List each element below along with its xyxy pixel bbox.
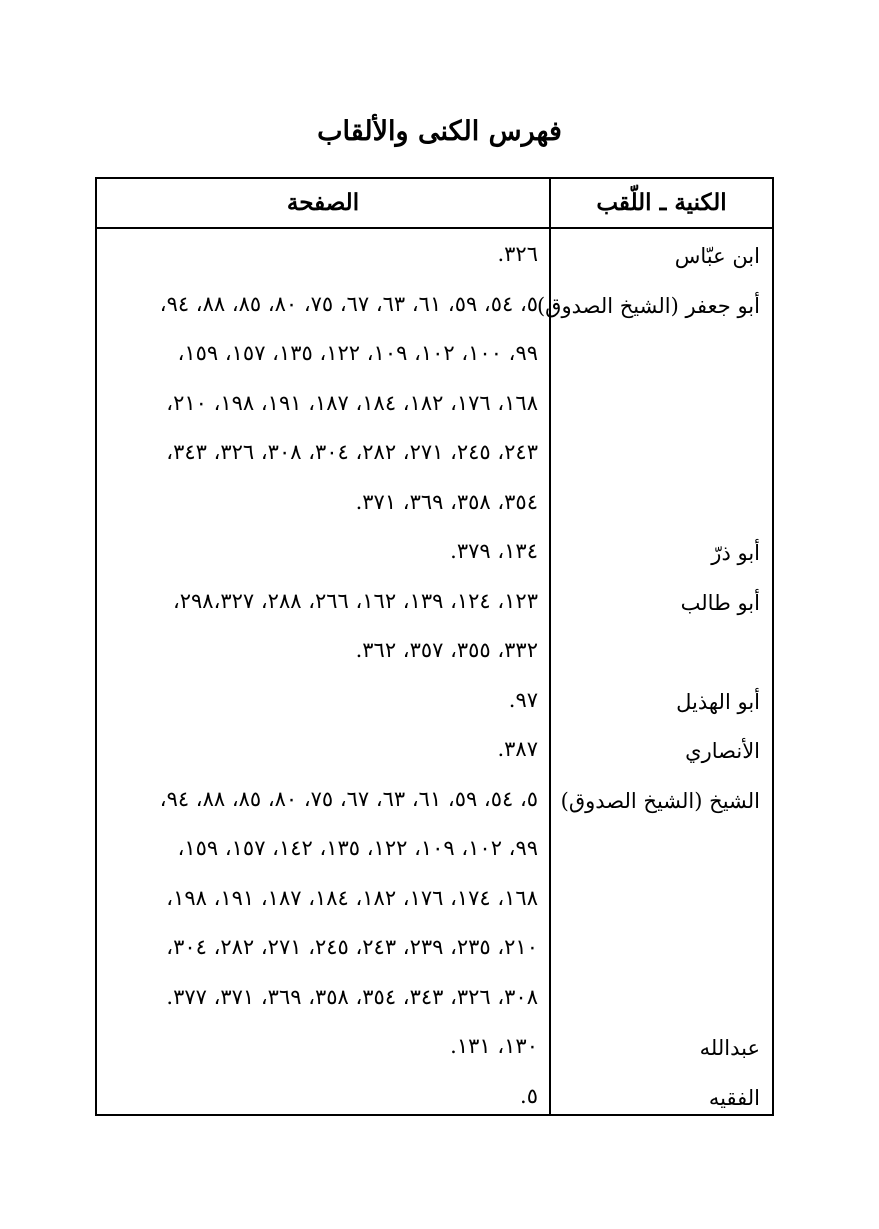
pages-cell: ٣٥٤، ٣٥٨، ٣٦٩، ٣٧١.	[355, 489, 538, 514]
table-row	[97, 1022, 772, 1072]
table-row	[97, 626, 772, 676]
table-row	[97, 230, 772, 280]
pages-cell: ٥، ٥٤، ٥٩، ٦١، ٦٣، ٦٧، ٧٥، ٨٠، ٨٥، ٨٨، ٩٤،	[159, 291, 538, 316]
pages-cell: ١٢٣، ١٢٤، ١٣٩، ١٦٢، ٢٦٦، ٢٨٨، ٢٩٨،٣٢٧،	[172, 588, 538, 613]
pages-cell: ٢٤٣، ٢٤٥، ٢٧١، ٢٨٢، ٣٠٤، ٣٠٨، ٣٢٦، ٣٤٣،	[166, 440, 538, 464]
header-title-column: الكنية ـ اللّقب	[596, 189, 727, 216]
table-row	[97, 1072, 772, 1122]
table-row	[97, 973, 772, 1023]
table-row	[97, 428, 772, 478]
pages-cell: ٩٧.	[508, 687, 538, 712]
table-header-row	[97, 179, 772, 229]
title-cell: الشيخ (الشيخ الصدوق)	[560, 788, 760, 813]
table-row	[97, 824, 772, 874]
table-row	[97, 478, 772, 528]
pages-cell: ٥، ٥٤، ٥٩، ٦١، ٦٣، ٦٧، ٧٥، ٨٠، ٨٥، ٨٨، ٩٤،	[159, 786, 538, 811]
pages-cell: ٩٩، ١٠٠، ١٠٢، ١٠٩، ١٢٢، ١٣٥، ١٥٧، ١٥٩،	[177, 341, 538, 365]
pages-cell: ١٣٠، ١٣١.	[450, 1034, 538, 1058]
table-row	[97, 775, 772, 825]
table-row	[97, 527, 772, 577]
title-cell: الفقيه	[708, 1085, 760, 1110]
pages-cell: ٢١٠، ٢٣٥، ٢٣٩، ٢٤٣، ٢٤٥، ٢٧١، ٢٨٢، ٣٠٤،	[166, 935, 538, 959]
table-row	[97, 923, 772, 973]
title-cell: أبو ذرّ	[711, 541, 760, 565]
page-title: فهرس الكنى والألقاب	[317, 116, 562, 147]
pages-cell: ٣٠٨، ٣٢٦، ٣٤٣، ٣٥٤، ٣٥٨، ٣٦٩، ٣٧١، ٣٧٧.	[166, 984, 538, 1009]
table-row	[97, 280, 772, 330]
title-cell: الأنصاري	[685, 739, 760, 763]
pages-cell: ١٦٨، ١٧٤، ١٧٦، ١٨٢، ١٨٤، ١٨٧، ١٩١، ١٩٨،	[166, 885, 538, 910]
pages-cell: ٣٣٢، ٣٥٥، ٣٥٧، ٣٦٢.	[355, 638, 538, 662]
pages-cell: ٩٩، ١٠٢، ١٠٩، ١٢٢، ١٣٥، ١٤٢، ١٥٧، ١٥٩،	[177, 836, 538, 860]
table-row	[97, 329, 772, 379]
title-cell: أبو طالب	[680, 590, 760, 615]
header-page-column: الصفحة	[286, 189, 360, 216]
index-table	[95, 177, 774, 1116]
table-row	[97, 577, 772, 627]
table-body	[97, 230, 772, 1121]
table-row	[97, 725, 772, 775]
pages-cell: ٣٨٧.	[497, 737, 538, 761]
title-cell: عبدالله	[699, 1036, 760, 1060]
table-row	[97, 379, 772, 429]
pages-cell: ١٣٤، ٣٧٩.	[450, 539, 538, 563]
pages-cell: ٣٢٦.	[497, 242, 538, 266]
title-cell: أبو جعفر (الشيخ الصدوق)	[536, 293, 760, 318]
title-cell: ابن عبّاس	[674, 244, 760, 268]
title-cell: أبو الهذيل	[676, 689, 760, 714]
table-row	[97, 874, 772, 924]
table-row	[97, 676, 772, 726]
pages-cell: ٥.	[520, 1083, 538, 1108]
pages-cell: ١٦٨، ١٧٦، ١٨٢، ١٨٤، ١٨٧، ١٩١، ١٩٨، ٢١٠،	[166, 390, 538, 415]
